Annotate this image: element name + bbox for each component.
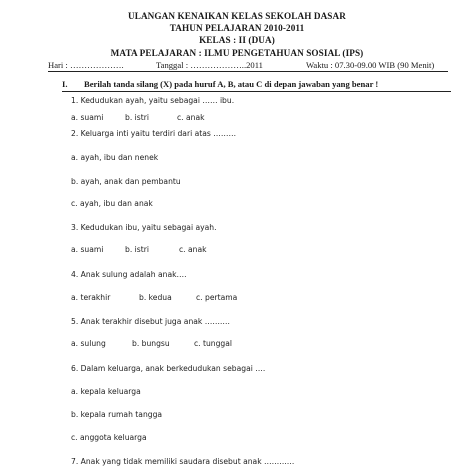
question-3-option-a[interactable]: a. suami [71, 245, 104, 254]
question-6: 6. Dalam keluarga, anak berkedudukan sebagai …. [71, 364, 266, 373]
question-5-option-a[interactable]: a. sulung [71, 339, 106, 348]
question-4-option-b[interactable]: b. kedua [139, 293, 172, 302]
academic-year: TAHUN PELAJARAN 2010-2011 [169, 23, 305, 33]
question-1: 1. Kedudukan ayah, yaitu sebagai …… ibu. [71, 96, 235, 105]
question-3-option-b[interactable]: b. istri [125, 245, 149, 254]
subject-label: MATA PELAJARAN : ILMU PENGETAHUAN SOSIAL (IPS) [110, 48, 364, 58]
question-3-option-c[interactable]: c. anak [179, 245, 207, 254]
question-4: 4. Anak sulung adalah anak…. [71, 270, 187, 279]
question-1-option-b[interactable]: b. istri [125, 113, 149, 122]
question-6-option-b[interactable]: b. kepala rumah tangga [71, 410, 163, 419]
class-label: KELAS : II (DUA) [199, 35, 275, 45]
question-2-option-c[interactable]: c. ayah, ibu dan anak [71, 199, 153, 208]
question-6-option-a[interactable]: a. kepala keluarga [71, 387, 141, 396]
question-4-option-c[interactable]: c. pertama [196, 293, 238, 302]
header-divider [48, 71, 448, 72]
question-2-option-a[interactable]: a. ayah, ibu dan nenek [71, 153, 159, 162]
question-2: 2. Keluarga inti yaitu terdiri dari atas ……… [71, 129, 237, 138]
question-1-option-a[interactable]: a. suami [71, 113, 104, 122]
question-5: 5. Anak terakhir disebut juga anak ………. [71, 317, 230, 326]
time-field: Waktu : 07.30-09.00 WIB (90 Menit) [306, 60, 435, 70]
date-field: Tanggal : ………………..2011 [156, 60, 263, 70]
question-4-option-a[interactable]: a. terakhir [71, 293, 111, 302]
question-6-option-c[interactable]: c. anggota keluarga [71, 433, 147, 442]
question-3: 3. Kedudukan ibu, yaitu sebagai ayah. [71, 223, 217, 232]
question-5-option-b[interactable]: b. bungsu [132, 339, 170, 348]
question-2-option-b[interactable]: b. ayah, anak dan pembantu [71, 177, 181, 186]
section-number: I. [62, 79, 68, 89]
section-underline [62, 91, 451, 92]
question-5-option-c[interactable]: c. tunggal [194, 339, 233, 348]
school-title: ULANGAN KENAIKAN KELAS SEKOLAH DASAR [127, 11, 346, 21]
question-7: 7. Anak yang tidak memiliki saudara disebut anak ………… [71, 457, 295, 466]
day-field: Hari : ………………. [48, 60, 124, 70]
section-instruction: Berilah tanda silang (X) pada huruf A, B, atau C di depan jawaban yang benar ! [84, 79, 379, 89]
question-1-option-c[interactable]: c. anak [177, 113, 205, 122]
